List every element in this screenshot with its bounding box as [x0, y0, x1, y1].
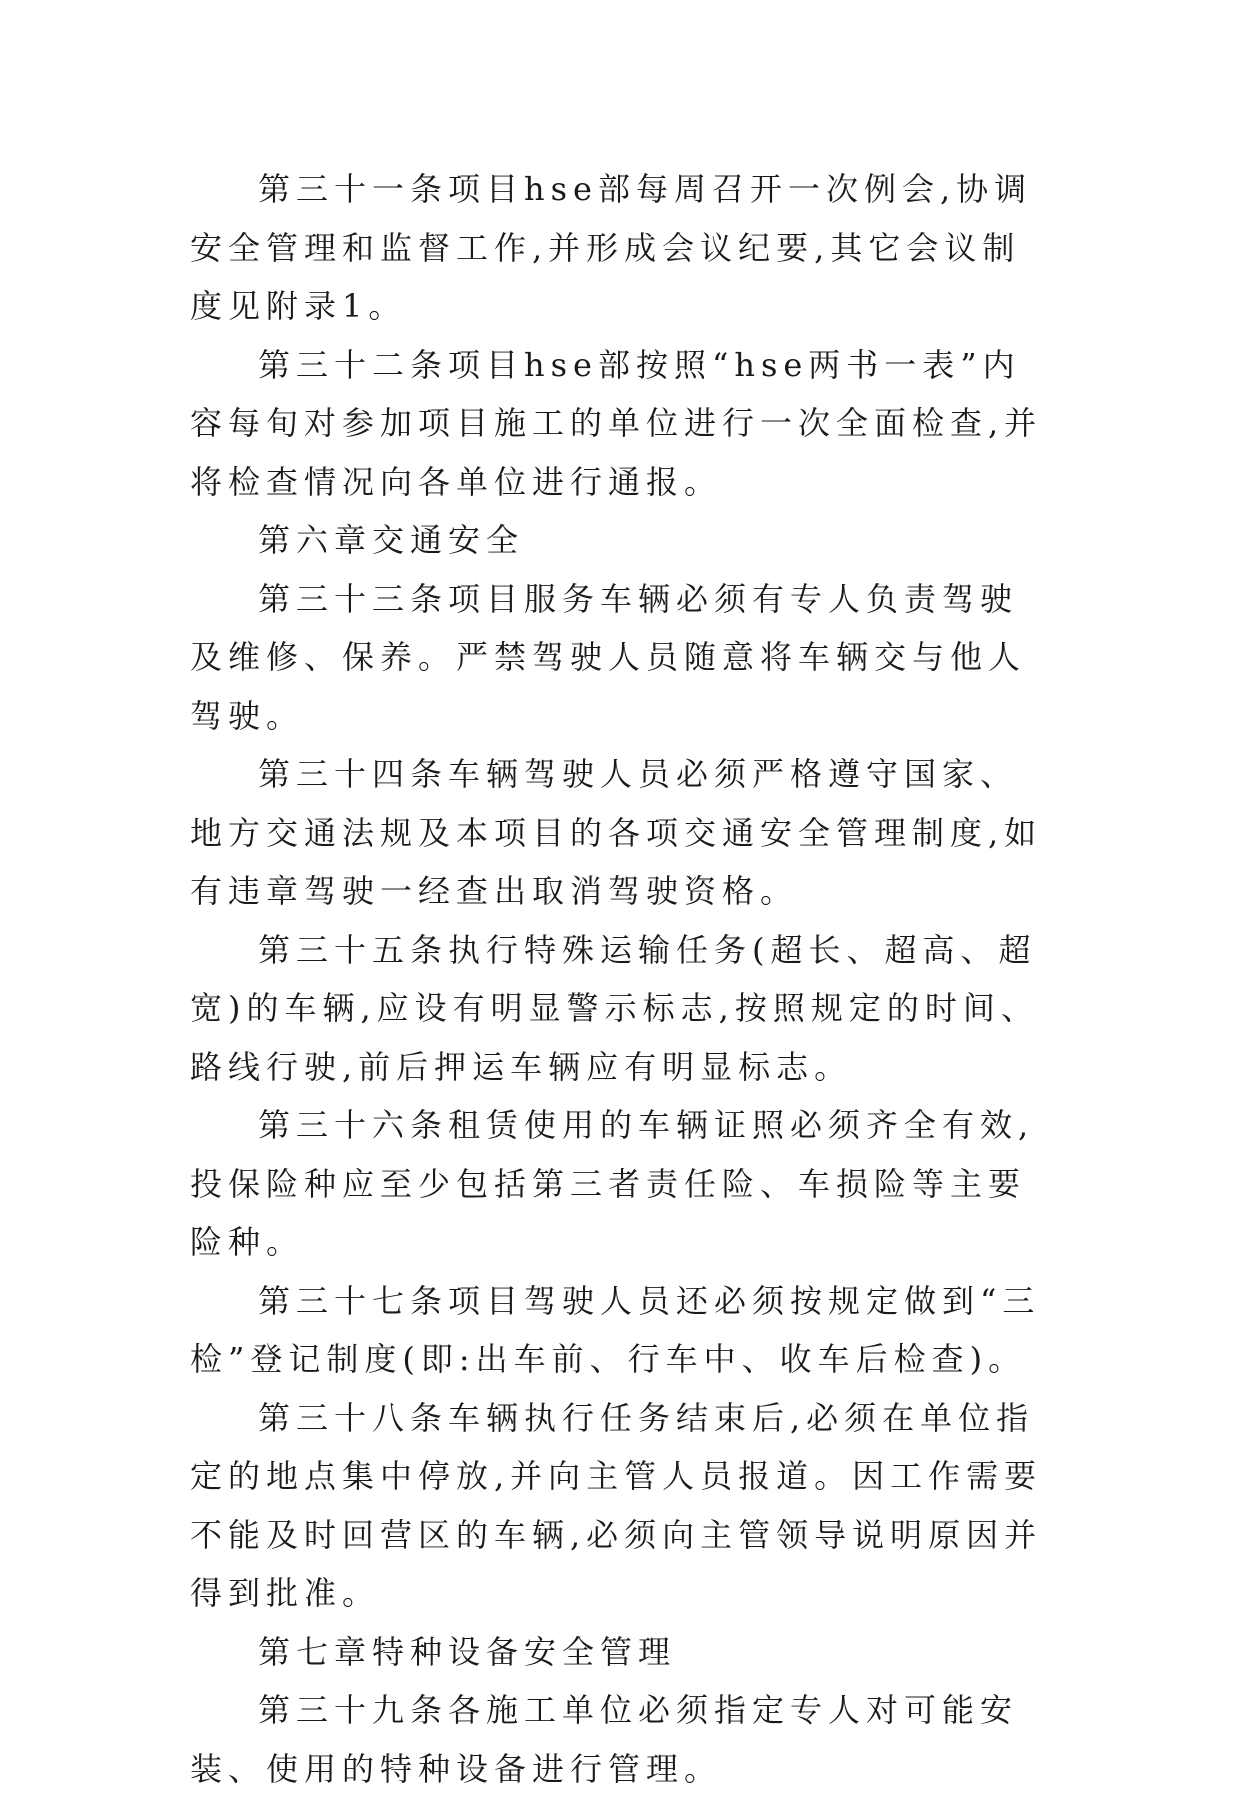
article-34-paragraph: 第三十四条车辆驾驶人员必须严格遵守国家、地方交通法规及本项目的各项交通安全管理制度,如有违章驾驶一经查出取消驾驶资格。 [190, 755, 1043, 910]
article-32-paragraph: 第三十二条项目hse部按照“hse两书一表”内容每旬对参加项目施工的单位进行一次全面检查,并将检查情况向各单位进行通报。 [190, 345, 1043, 501]
article-33-paragraph: 第三十三条项目服务车辆必须有专人负责驾驶及维修、保养。严禁驾驶人员随意将车辆交与他人驾驶。 [190, 579, 1027, 735]
article-35-paragraph: 第三十五条执行特殊运输任务(超长、超高、超宽)的车辆,应设有明显警示标志,按照规定的时间、路线行驶,前后押运车辆应有明显标志。 [190, 930, 1039, 1086]
document-body [190, 160, 1050, 1798]
article-37-paragraph: 第三十七条项目驾驶人员还必须按规定做到“三检”登记制度(即:出车前、行车中、收车后检查)。 [190, 1281, 1041, 1378]
article-39-paragraph: 第三十九条各施工单位必须指定专人对可能安装、使用的特种设备进行管理。 [190, 1691, 1019, 1788]
article-36-paragraph: 第三十六条租赁使用的车辆证照必须齐全有效,投保险种应至少包括第三者责任险、车损险等主要险种。 [190, 1106, 1035, 1261]
article-38-paragraph: 第三十八条车辆执行任务结束后,必须在单位指定的地点集中停放,并向主管人员报道。因工作需要不能及时回营区的车辆,必须向主管领导说明原因并得到批准。 [190, 1398, 1043, 1612]
chapter-6-heading: 第六章交通安全 [258, 521, 525, 559]
chapter-7-heading: 第七章特种设备安全管理 [258, 1632, 677, 1671]
article-31-paragraph: 第三十一条项目hse部每周召开一次例会,协调安全管理和监督工作,并形成会议纪要,其它会议制度见附录1。 [190, 170, 1033, 325]
